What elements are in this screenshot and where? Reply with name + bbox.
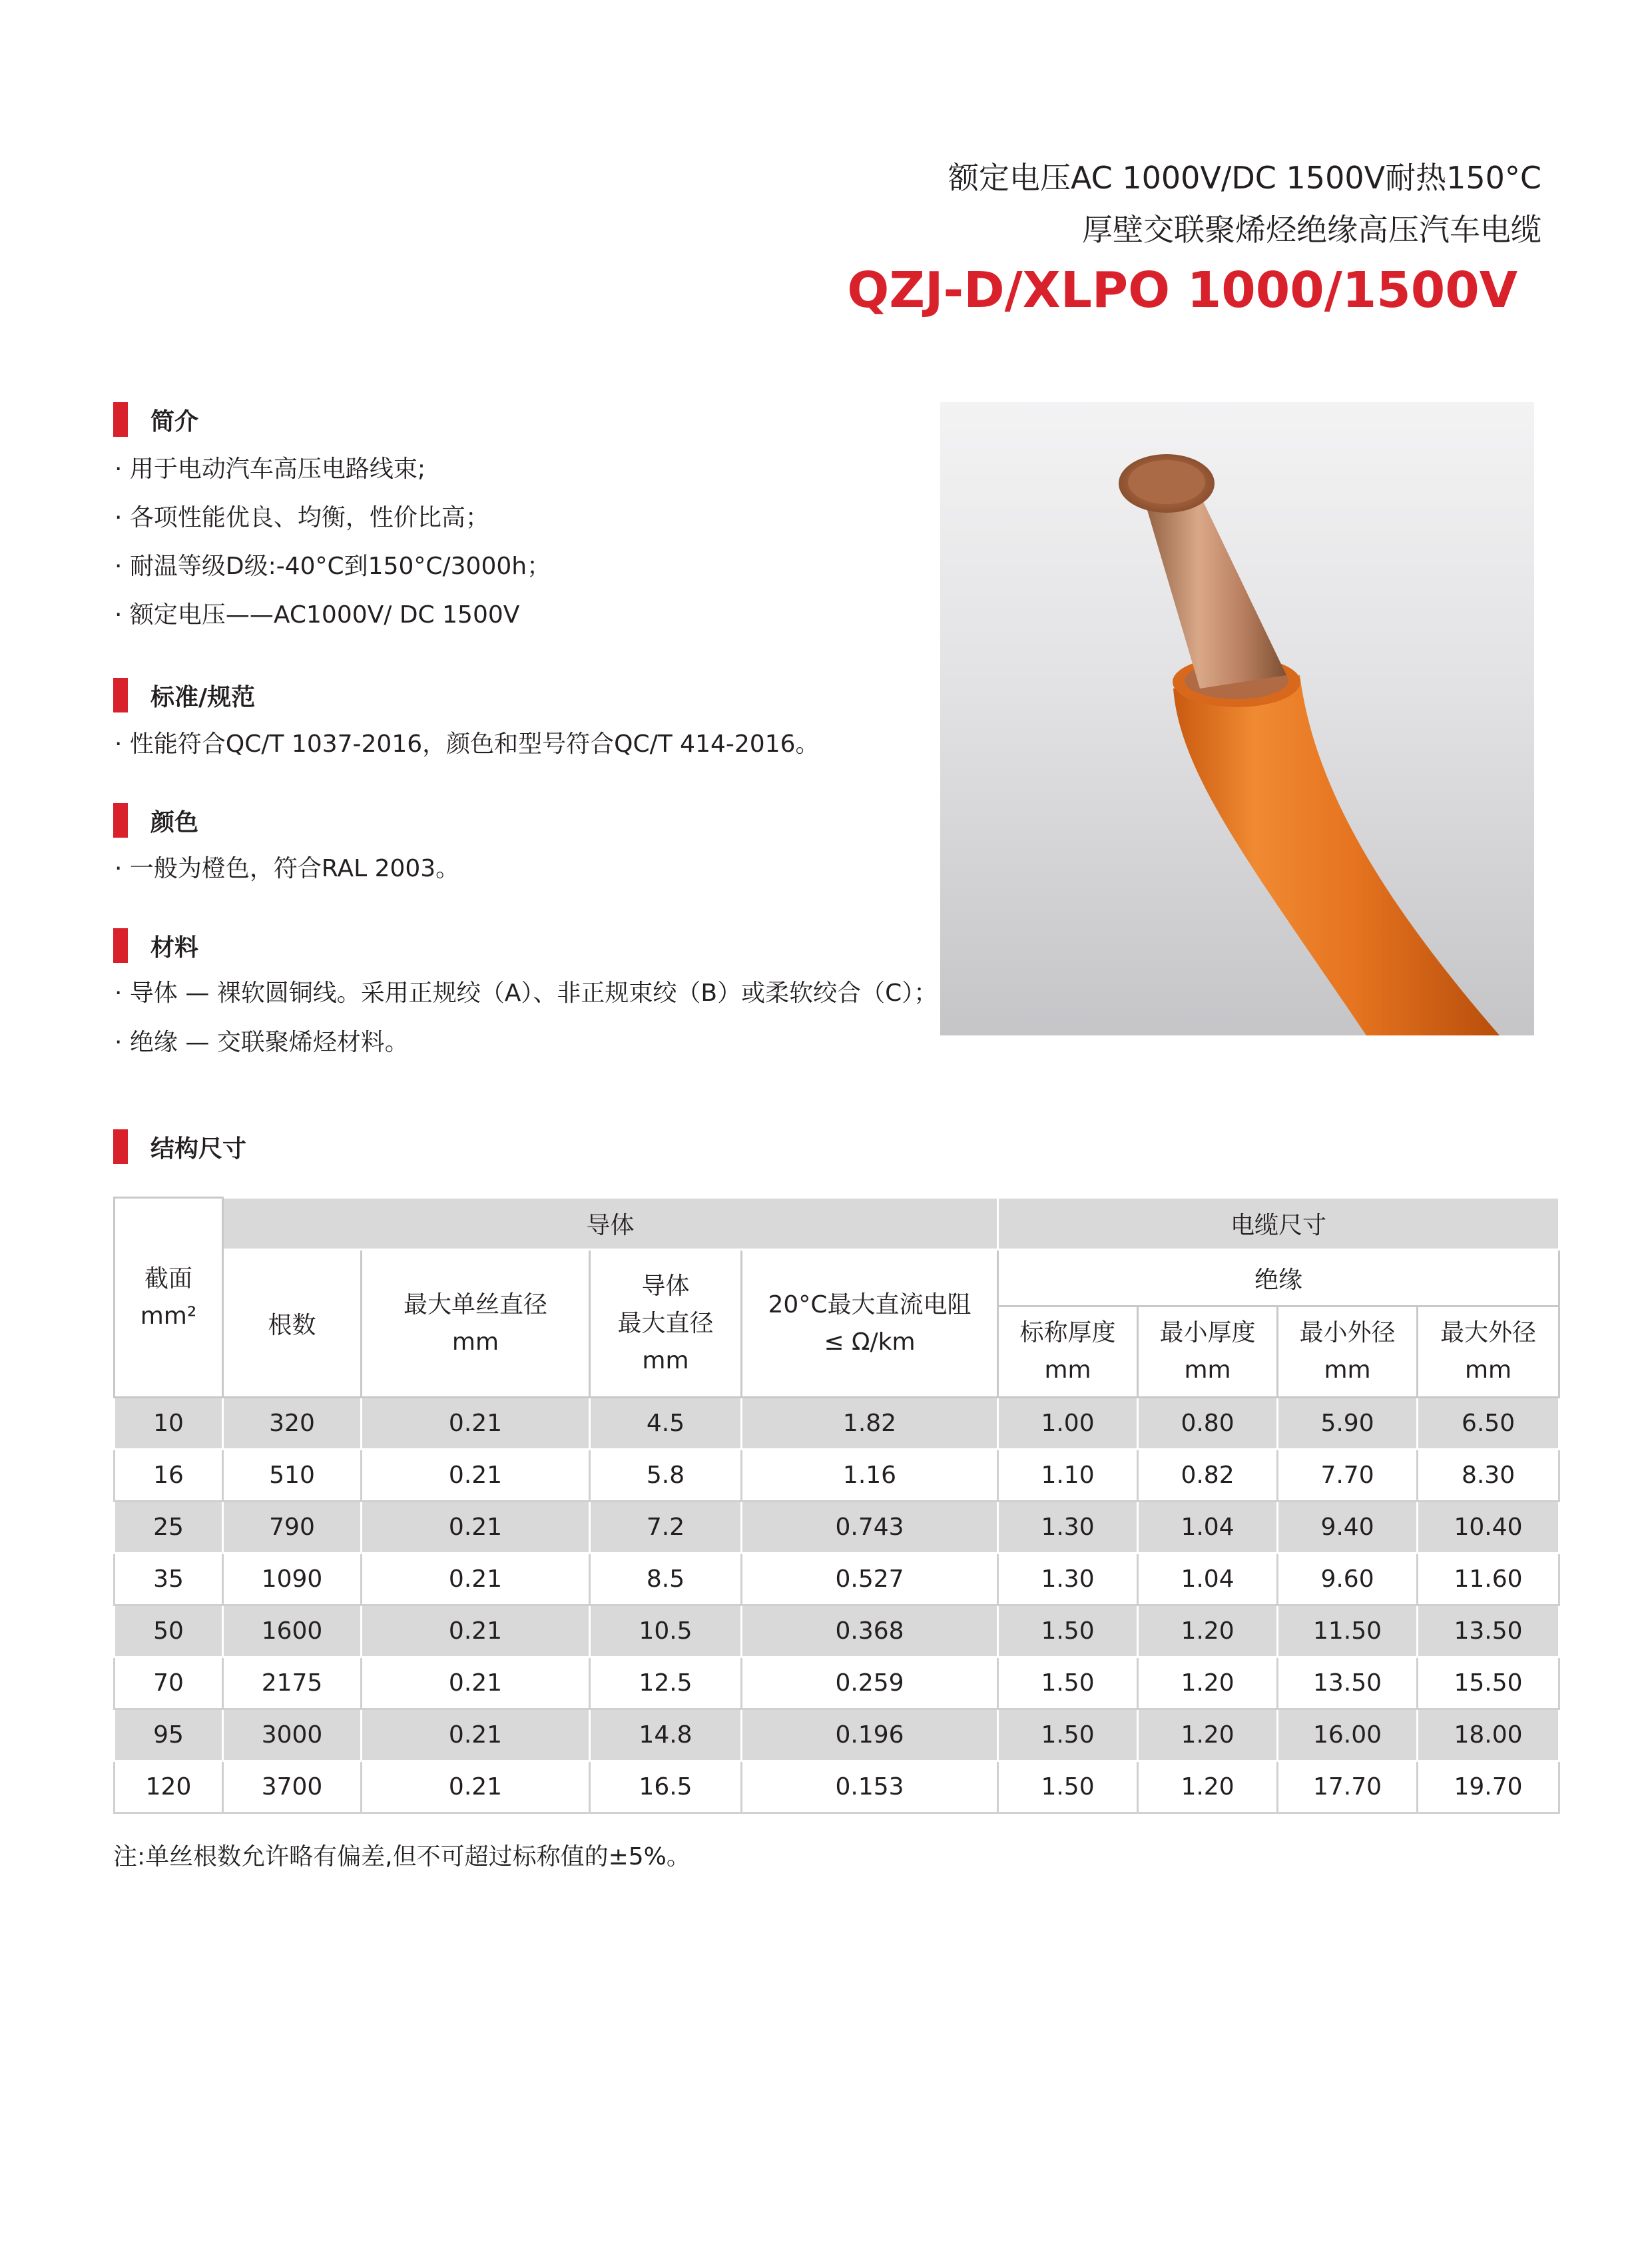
- table-cell: 16.5: [590, 1761, 742, 1813]
- structure-table: [113, 1197, 1560, 1814]
- table-cell: 16: [115, 1450, 223, 1502]
- table-cell: 50: [115, 1605, 223, 1657]
- section-heading-standard: [113, 677, 255, 714]
- heading-text: 结构尺寸: [150, 1135, 247, 1163]
- table-cell: 0.21: [362, 1398, 590, 1450]
- table-cell: 510: [223, 1450, 362, 1502]
- intro-item: · 用于电动汽车高压电路线束;: [115, 455, 426, 483]
- table-cell: 1.04: [1138, 1502, 1278, 1553]
- table-cell: 1.30: [998, 1553, 1138, 1605]
- table-cell: 16.00: [1278, 1709, 1418, 1761]
- table-row: [115, 1709, 1559, 1761]
- intro-item: · 各项性能优良、均衡，性价比高；: [115, 504, 489, 531]
- table-cell: 5.90: [1278, 1398, 1418, 1450]
- table-cell: 4.5: [590, 1398, 742, 1450]
- table-row: [115, 1657, 1559, 1709]
- table-cell: 1.50: [998, 1761, 1138, 1813]
- table-cell: 0.527: [742, 1553, 998, 1605]
- table-cell: 35: [115, 1553, 223, 1605]
- table-cell: 0.21: [362, 1657, 590, 1709]
- table-cell: 10.40: [1418, 1502, 1559, 1553]
- table-cell: 25: [115, 1502, 223, 1553]
- table-cell: 8.30: [1418, 1450, 1559, 1502]
- heading-marker: [113, 803, 128, 838]
- table-cell: 13.50: [1418, 1605, 1559, 1657]
- table-cell: 0.153: [742, 1761, 998, 1813]
- title-line-2: 厚壁交联聚烯烃绝缘高压汽车电缆: [1082, 212, 1541, 248]
- intro-item: · 耐温等级D级:-40°C到150°C/3000h；: [115, 553, 551, 580]
- heading-marker: [113, 678, 128, 712]
- col-header-resistance: 20°C最大直流电阻 ≤ Ω/km: [742, 1250, 998, 1398]
- table-cell: 0.21: [362, 1605, 590, 1657]
- table-cell: 1.20: [1138, 1709, 1278, 1761]
- intro-item: · 额定电压——AC1000V/ DC 1500V: [115, 601, 520, 629]
- col-header-max-od: 最大外径 mm: [1418, 1306, 1559, 1398]
- table-cell: 1.82: [742, 1398, 998, 1450]
- section-heading-structure: [113, 1128, 246, 1165]
- col-header-conductor-diameter: 导体 最大直径 mm: [590, 1250, 742, 1398]
- table-cell: 17.70: [1278, 1761, 1418, 1813]
- table-cell: 120: [115, 1761, 223, 1813]
- table-cell: 7.2: [590, 1502, 742, 1553]
- table-cell: 3000: [223, 1709, 362, 1761]
- table-cell: 0.21: [362, 1502, 590, 1553]
- orange-cable-image: [940, 402, 1534, 1035]
- table-cell: 1.30: [998, 1502, 1138, 1553]
- col-header-min-od: 最小外径 mm: [1278, 1306, 1418, 1398]
- table-cell: 11.50: [1278, 1605, 1418, 1657]
- cable-photo: [940, 402, 1534, 1035]
- table-cell: 15.50: [1418, 1657, 1559, 1709]
- group-header-conductor: 导体: [223, 1198, 998, 1250]
- table-row: [115, 1605, 1559, 1657]
- table-row: [115, 1450, 1559, 1502]
- table-cell: 10.5: [590, 1605, 742, 1657]
- heading-text: 简介: [150, 408, 199, 435]
- standard-item: · 性能符合QC/T 1037-2016，颜色和型号符合QC/T 414-2016。: [115, 730, 820, 758]
- table-cell: 9.60: [1278, 1553, 1418, 1605]
- table-cell: 3700: [223, 1761, 362, 1813]
- table-cell: 9.40: [1278, 1502, 1418, 1553]
- col-header-count: 根数: [223, 1250, 362, 1398]
- material-item: · 导体 — 裸软圆铜线。采用正规绞（A）、非正规束绞（B）或柔软绞合（C）；: [115, 980, 938, 1007]
- table-cell: 12.5: [590, 1657, 742, 1709]
- table-cell: 1.10: [998, 1450, 1138, 1502]
- table-cell: 1.50: [998, 1657, 1138, 1709]
- model-name: QZJ-D/XLPO 1000/1500V: [847, 262, 1517, 319]
- table-cell: 11.60: [1418, 1553, 1559, 1605]
- table-row: [115, 1761, 1559, 1813]
- table-cell: 1600: [223, 1605, 362, 1657]
- table-cell: 70: [115, 1657, 223, 1709]
- table-cell: 1.00: [998, 1398, 1138, 1450]
- table-cell: 0.21: [362, 1450, 590, 1502]
- table-cell: 1.20: [1138, 1657, 1278, 1709]
- table-cell: 6.50: [1418, 1398, 1559, 1450]
- section-heading-intro: [113, 401, 198, 438]
- material-item: · 绝缘 — 交联聚烯烃材料。: [115, 1029, 409, 1056]
- table-cell: 0.82: [1138, 1450, 1278, 1502]
- table-cell: 0.21: [362, 1709, 590, 1761]
- heading-text: 标准/规范: [150, 683, 256, 711]
- table-cell: 1.50: [998, 1605, 1138, 1657]
- table-row: [115, 1398, 1559, 1450]
- table-cell: 1.50: [998, 1709, 1138, 1761]
- table-cell: 0.196: [742, 1709, 998, 1761]
- group-header-cable: 电缆尺寸: [998, 1198, 1559, 1250]
- footnote: 注:单丝根数允许略有偏差,但不可超过标称值的±5%。: [113, 1843, 690, 1870]
- table-cell: 0.80: [1138, 1398, 1278, 1450]
- heading-marker: [113, 402, 128, 437]
- heading-text: 颜色: [150, 808, 199, 836]
- col-header-nominal-thickness: 标称厚度 mm: [998, 1306, 1138, 1398]
- table-cell: 320: [223, 1398, 362, 1450]
- table-cell: 14.8: [590, 1709, 742, 1761]
- table-cell: 1.20: [1138, 1605, 1278, 1657]
- heading-marker: [113, 1129, 128, 1164]
- table-cell: 0.259: [742, 1657, 998, 1709]
- table-cell: 1.20: [1138, 1761, 1278, 1813]
- table-cell: 5.8: [590, 1450, 742, 1502]
- table-cell: 7.70: [1278, 1450, 1418, 1502]
- title-line-1: 额定电压AC 1000V/DC 1500V耐热150°C: [948, 160, 1541, 196]
- heading-marker: [113, 928, 128, 963]
- table-cell: 0.743: [742, 1502, 998, 1553]
- col-header-section: 截面 mm²: [115, 1198, 223, 1398]
- col-header-wire-diameter: 最大单丝直径 mm: [362, 1250, 590, 1398]
- section-heading-color: [113, 802, 198, 839]
- table-cell: 0.21: [362, 1553, 590, 1605]
- table-cell: 790: [223, 1502, 362, 1553]
- table-cell: 18.00: [1418, 1709, 1559, 1761]
- table-row: [115, 1553, 1559, 1605]
- table-cell: 1.16: [742, 1450, 998, 1502]
- table-cell: 8.5: [590, 1553, 742, 1605]
- table-cell: 0.368: [742, 1605, 998, 1657]
- color-item: · 一般为橙色，符合RAL 2003。: [115, 855, 460, 882]
- table-row: [115, 1502, 1559, 1553]
- table-cell: 1090: [223, 1553, 362, 1605]
- table-cell: 1.04: [1138, 1553, 1278, 1605]
- table-cell: 95: [115, 1709, 223, 1761]
- table-cell: 19.70: [1418, 1761, 1559, 1813]
- section-heading-material: [113, 927, 198, 964]
- table-cell: 0.21: [362, 1761, 590, 1813]
- table-cell: 13.50: [1278, 1657, 1418, 1709]
- table-cell: 10: [115, 1398, 223, 1450]
- col-header-min-thickness: 最小厚度 mm: [1138, 1306, 1278, 1398]
- group-header-insulation: 绝缘: [998, 1250, 1559, 1306]
- table-cell: 2175: [223, 1657, 362, 1709]
- heading-text: 材料: [150, 934, 199, 962]
